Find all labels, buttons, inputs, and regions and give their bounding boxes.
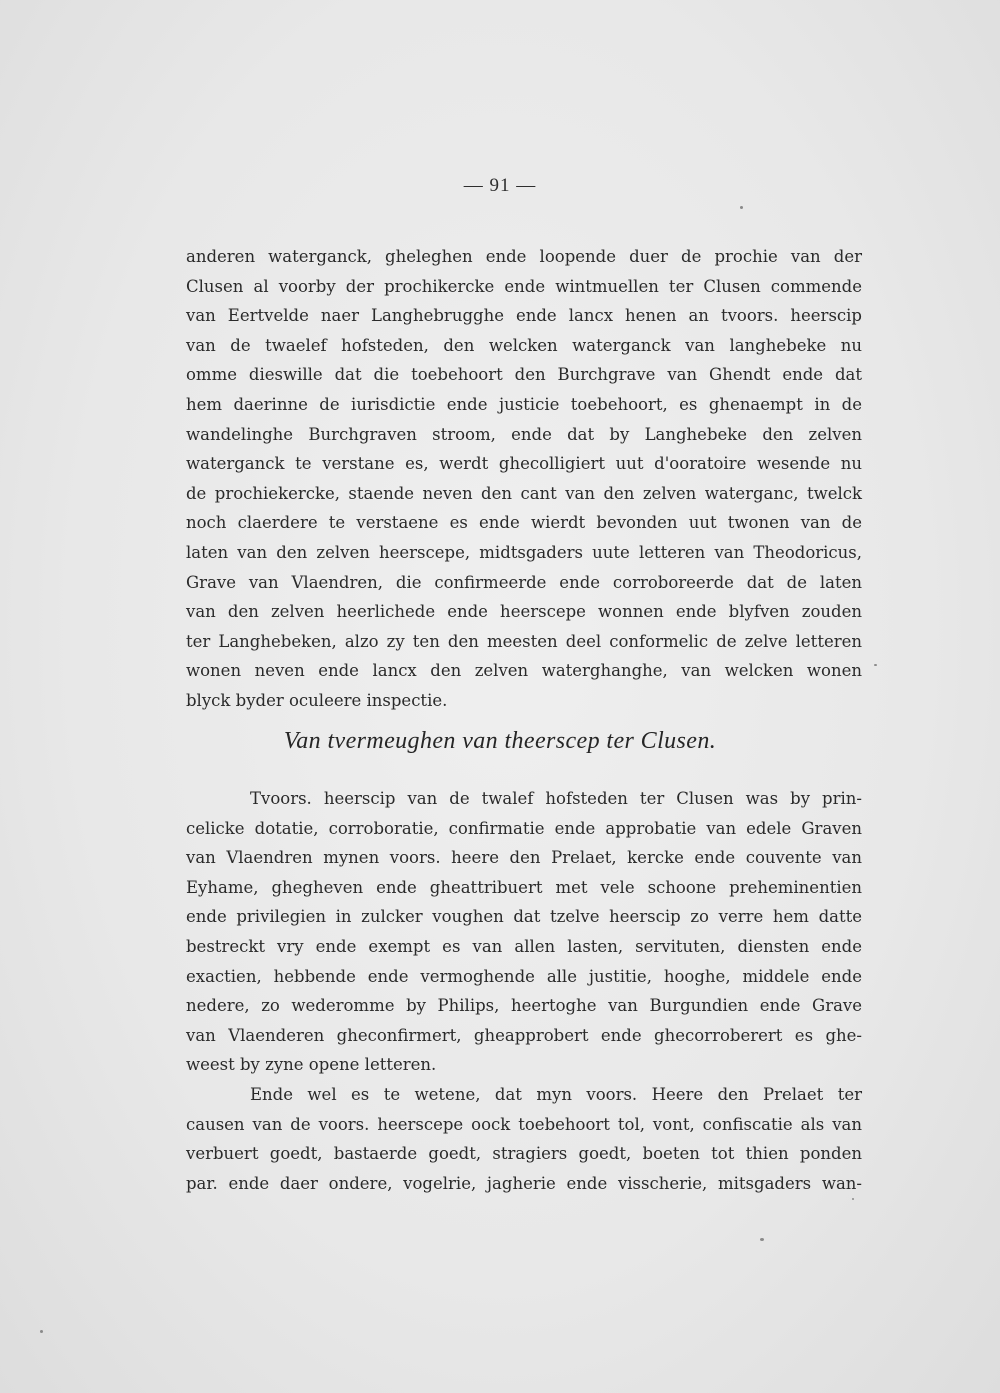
text-line: de prochiekercke, staende neven den cant van den zelven waterganc, twelck [186, 483, 862, 503]
page-number: — 91 — [463, 175, 537, 196]
text-line: celicke dotatie, corroboratie, confirmatie ende approbatie van edele Graven [186, 818, 862, 838]
text-line: van Vlaendren mynen voors. heere den Prelaet, kercke ende couvente van [186, 848, 862, 868]
text-line: anderen waterganck, gheleghen ende loopende duer de prochie van der [186, 247, 862, 266]
text-line: verbuert goedt, bastaerde goedt, stragiers goedt, boeten tot thien ponden [186, 1144, 862, 1164]
text-line: ter Langhebeken, alzo zy ten den meesten deel conformelic de zelve letteren [186, 631, 862, 651]
text-line: wonen neven ende lancx den zelven waterghanghe, van welcken wonen [186, 661, 862, 681]
text-line: omme dieswille dat die toebehoort den Burchgrave van Ghendt ende dat [186, 365, 862, 385]
text-line: blyck byder oculeere inspectie. [186, 690, 448, 710]
text-line: exactien, hebbende ende vermoghende alle justitie, hooghe, middele ende [186, 966, 862, 986]
text-line: Grave van Vlaendren, die confirmeerde ende corroboreerde dat de laten [186, 572, 862, 592]
text-line: par. ende daer ondere, vogelrie, jagherie ende visscherie, mitsgaders wan- [186, 1173, 862, 1193]
text-line: noch claerdere te verstaene es ende wierdt bevonden uut twonen van de [186, 513, 862, 533]
text-line: nedere, zo wederomme by Philips, heertoghe van Burgundien ende Grave [186, 996, 862, 1016]
text-line: ende privilegien in zulcker voughen dat tzelve heerscip zo verre hem datte [186, 907, 862, 927]
text-line: Ende wel es te wetene, dat myn voors. Heere den Prelaet ter [250, 1084, 862, 1104]
text-line: weest by zyne opene letteren. [186, 1055, 437, 1075]
text-line: Clusen al voorby der prochikercke ende wintmuellen ter Clusen commende [186, 276, 862, 296]
text-line: Eyhame, ghegheven ende gheattribuert met vele schoone preheminentien [186, 877, 862, 897]
text-line: van den zelven heerlichede ende heerscepe wonnen ende blyfven zouden [186, 602, 862, 622]
paper-speck [874, 664, 877, 666]
text-line: waterganck te verstane es, werdt ghecolligiert uut d'ooratoire wesende nu [186, 454, 862, 474]
paragraphs-2-3 [186, 784, 862, 1198]
text-line: wandelinghe Burchgraven stroom, ende dat by Langhebeke den zelven [186, 424, 862, 444]
paper-speck [740, 206, 743, 209]
text-line: Tvoors. heerscip van de twalef hofsteden ter Clusen was by prin- [250, 789, 862, 808]
paper-speck [852, 1198, 854, 1200]
text-line: van Eertvelde naer Langhebrugghe ende lancx henen an tvoors. heerscip [186, 306, 862, 326]
paragraph-1 [186, 242, 862, 716]
text-line: hem daerinne de iurisdictie ende justicie toebehoort, es ghenaempt in de [186, 394, 862, 414]
paper-speck [40, 1330, 43, 1333]
text-line: laten van den zelven heerscepe, midtsgaders uute letteren van Theodoricus, [186, 542, 862, 562]
text-line: van Vlaenderen gheconfirmert, gheapprobert ende ghecorroberert es ghe- [186, 1025, 862, 1045]
text-line: bestreckt vry ende exempt es van allen lasten, servituten, diensten ende [186, 936, 862, 956]
paper-speck [760, 1238, 764, 1241]
section-heading: Van tvermeughen van theerscep ter Clusen. [283, 728, 717, 754]
text-line: causen van de voors. heerscepe oock toebehoort tol, vont, confiscatie als van [186, 1114, 862, 1134]
text-line: van de twaelef hofsteden, den welcken waterganck van langhebeke nu [186, 335, 862, 355]
